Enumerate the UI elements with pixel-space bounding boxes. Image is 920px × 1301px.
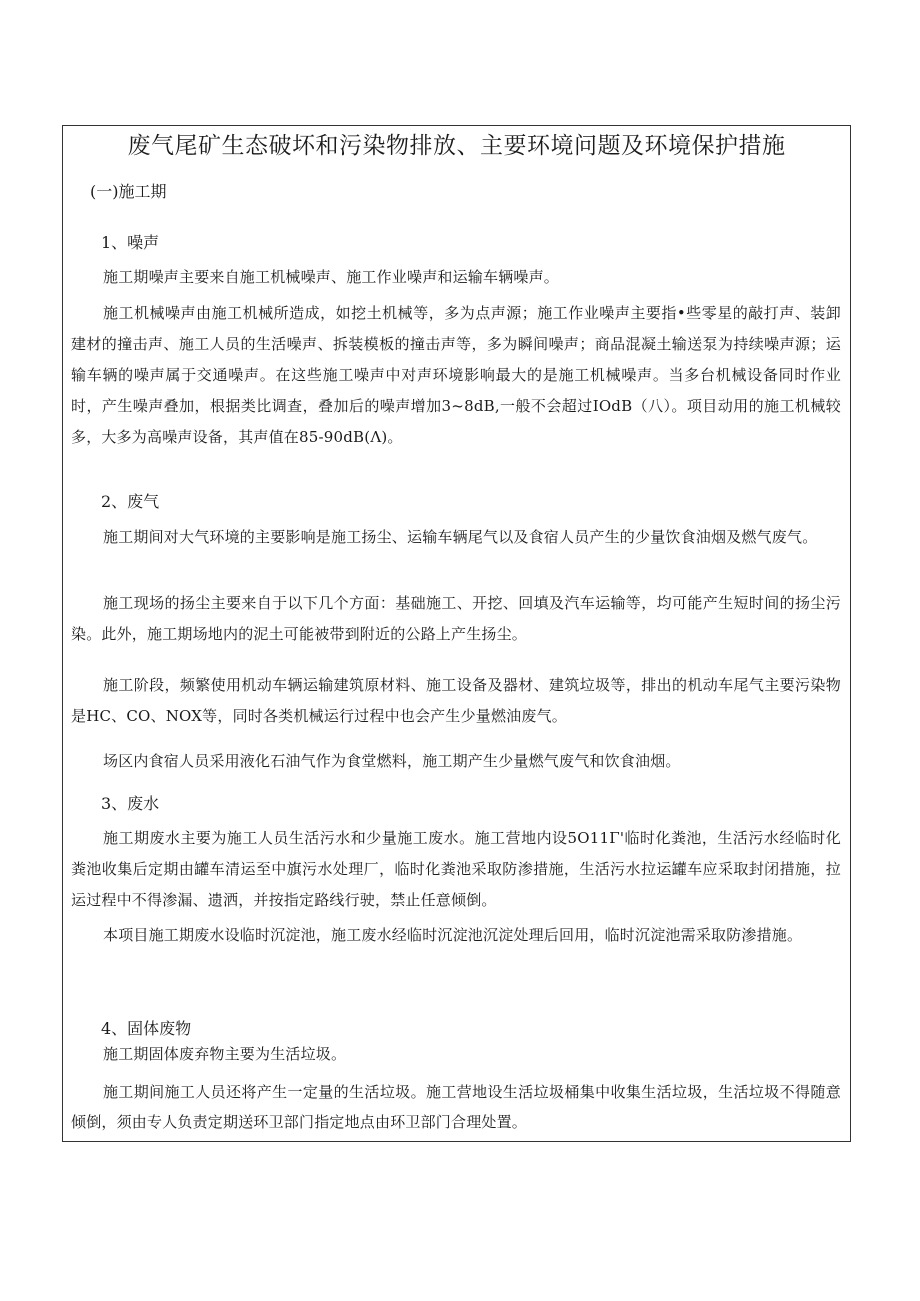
document-frame — [62, 125, 851, 1142]
paragraph-exhaust-3: 施工阶段，频繁使用机动车辆运输建筑原材料、施工设备及器材、建筑垃圾等，排出的机动车尾气主要污染物是HC、CO、NOX等，同时各类机械运行过程中也会产生少量燃油废气。 — [71, 676, 841, 725]
paragraph-exhaust-4: 场区内食宿人员采用液化石油气作为食堂燃料，施工期产生少量燃气废气和饮食油烟。 — [103, 752, 681, 770]
section-heading-noise: 1、噪声 — [101, 233, 160, 252]
phase-heading: (一)施工期 — [90, 182, 167, 201]
paragraph-solid-waste-1: 施工期固体废弃物主要为生活垃圾。 — [103, 1045, 347, 1063]
paragraph-exhaust-2: 施工现场的扬尘主要来自于以下几个方面：基础施工、开挖、回填及汽车运输等，均可能产生短时间的扬尘污染。此外，施工期场地内的泥土可能被带到附近的公路上产生扬尘。 — [71, 594, 841, 643]
section-heading-exhaust: 2、废气 — [101, 492, 160, 511]
document-title: 废气尾矿生态破坏和污染物排放、主要环境问题及环境保护措施 — [127, 133, 786, 159]
paragraph-wastewater-1: 施工期废水主要为施工人员生活污水和少量施工废水。施工营地内设5O11Γ'临时化粪池，生活污水经临时化粪池收集后定期由罐车清运至中旗污水处理厂，临时化粪池采取防渗措施，生活污水拉运罐车应采取封闭措施，拉运过程中不得渗漏、遗洒，并按指定路线行驶，禁止任意倾倒。 — [71, 829, 841, 909]
paragraph-wastewater-2: 本项目施工期废水设临时沉淀池，施工废水经临时沉淀池沉淀处理后回用，临时沉淀池需采取防渗措施。 — [103, 926, 803, 944]
paragraph-exhaust-1: 施工期间对大气环境的主要影响是施工扬尘、运输车辆尾气以及食宿人员产生的少量饮食油烟及燃气废气。 — [103, 528, 818, 546]
paragraph-solid-waste-2: 施工期间施工人员还将产生一定量的生活垃圾。施工营地设生活垃圾桶集中收集生活垃圾，生活垃圾不得随意倾倒，须由专人负责定期送环卫部门指定地点由环卫部门合理处置。 — [71, 1083, 841, 1131]
section-heading-solid-waste: 4、固体废物 — [101, 1019, 192, 1038]
paragraph-noise-1: 施工期噪声主要来自施工机械噪声、施工作业噪声和运输车辆噪声。 — [103, 268, 560, 286]
paragraph-noise-2: 施工机械噪声由施工机械所造成，如挖土机械等，多为点声源；施工作业噪声主要指•些零星的敲打声、装卸建材的撞击声、施工人员的生活噪声、拆装模板的撞击声等，多为瞬间噪声；商品混凝土输送泵为持续噪声源；运输车辆的噪声属于交通噪声。在这些施工噪声中对声环境影响最大的是施工机械噪声。当多台机械设备同时作业时，产生噪声叠加，根据类比调查，叠加后的噪声增加3~8dB,一般不会超过IOdB（八）。项目动用的施工机械较多，大多为高噪声设备，其声值在85-90dB(Λ)。 — [71, 304, 841, 446]
section-heading-wastewater: 3、废水 — [101, 794, 160, 813]
